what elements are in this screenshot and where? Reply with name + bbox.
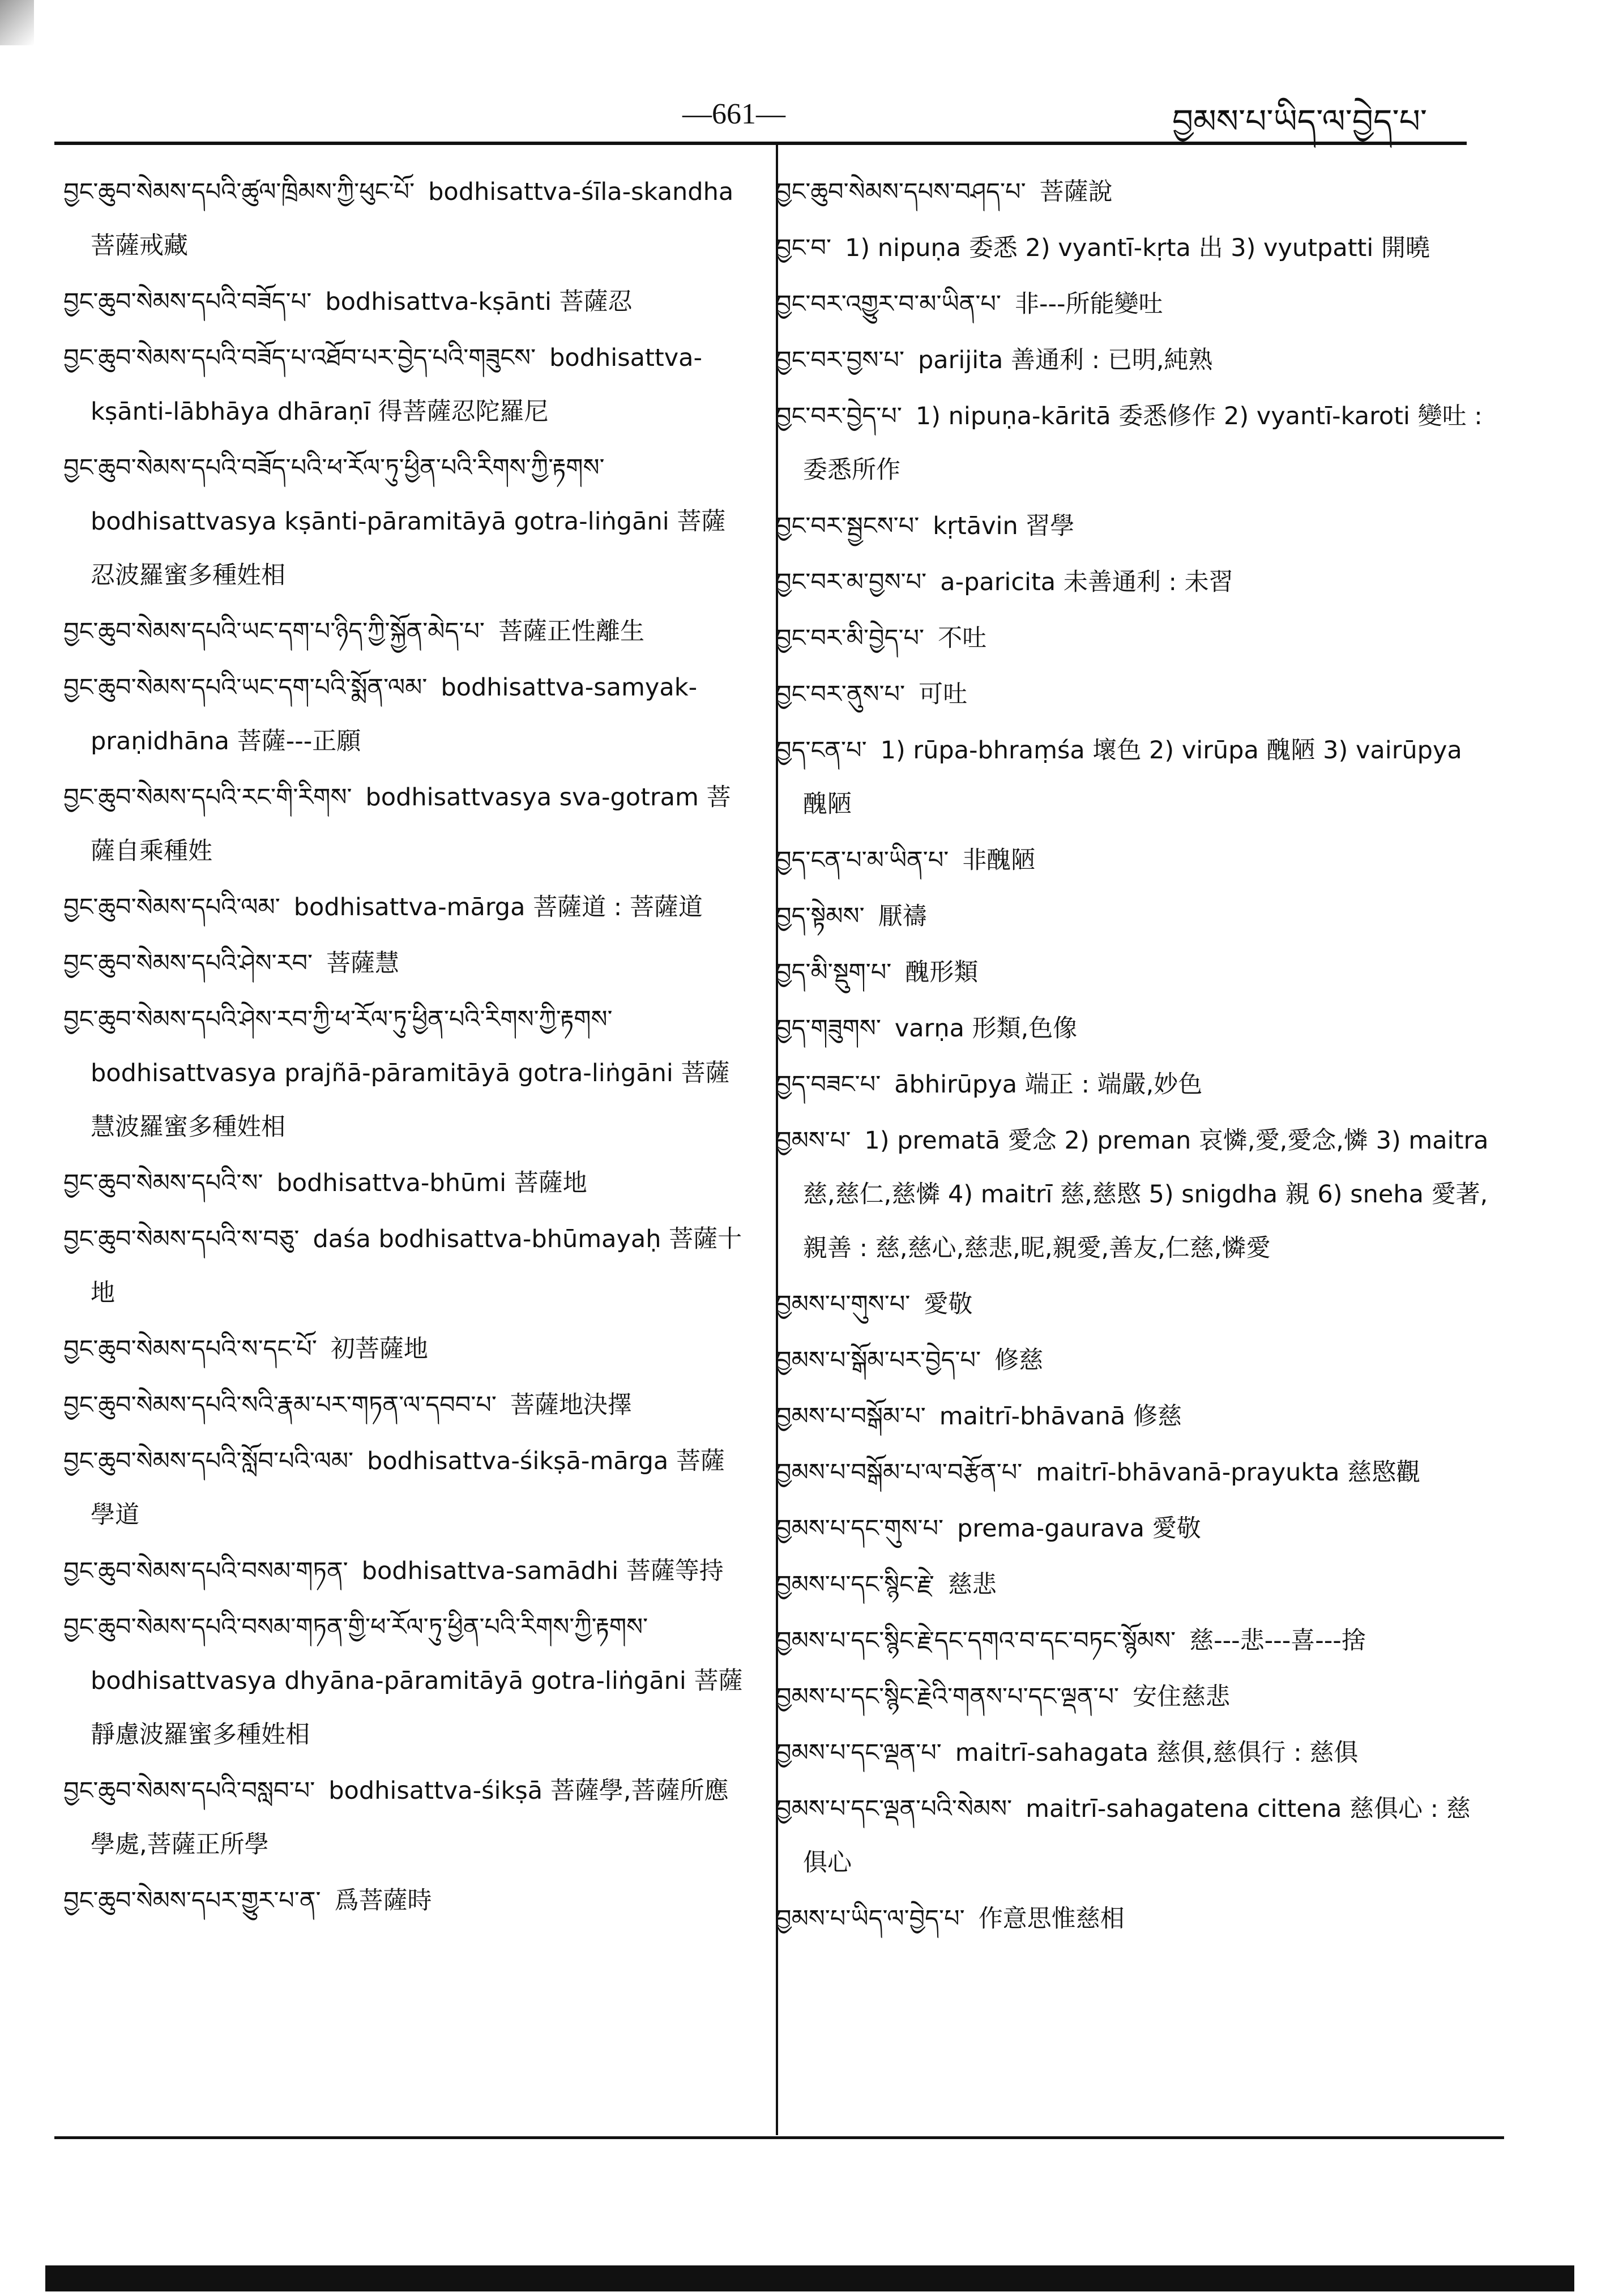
entry-headword: བྱམས་པ་དང་ལྡན་པ་ <box>776 1739 942 1767</box>
dictionary-entry <box>776 1670 1489 1724</box>
dictionary-entry <box>63 771 743 878</box>
entry-headword: བྱང་ཆུབ་སེམས་དཔའི་བཟོད་པ་འཐོབ་པར་བྱེད་པའི་གཟུངས་ <box>63 344 536 372</box>
entry-gloss: prema-gaurava 愛敬 <box>957 1514 1201 1543</box>
dictionary-entry <box>63 937 743 991</box>
dictionary-entry <box>776 612 1489 665</box>
entry-headword: བྱང་ཆུབ་སེམས་དཔའི་སའི་རྣམ་པར་གཏན་ལ་དབབ་པ་ <box>63 1391 497 1419</box>
dictionary-entry <box>776 1782 1489 1890</box>
dictionary-entry <box>63 1322 743 1376</box>
entry-headword: བྱད་བཟང་པ་ <box>776 1070 881 1099</box>
entry-headword: བྱད་སྟེམས་ <box>776 902 865 931</box>
entry-gloss: 菩薩正性離生 <box>498 617 644 646</box>
entry-gloss: 非---所能變吐 <box>1014 290 1163 318</box>
entry-headword: བྱམས་པ་ཡིད་ལ་བྱེད་པ་ <box>776 1905 965 1933</box>
dictionary-entry <box>776 556 1489 609</box>
dictionary-entry <box>776 278 1489 331</box>
entry-headword: བྱང་བར་བྱས་པ་ <box>776 346 904 374</box>
dictionary-entry <box>776 1114 1489 1275</box>
entry-gloss: 不吐 <box>938 624 987 652</box>
entry-gloss: 安住慈悲 <box>1133 1683 1231 1711</box>
entry-headword: བྱམས་པ་བསྒོམ་པ་ལ་བརྩོན་པ་ <box>776 1458 1023 1487</box>
dictionary-entry <box>63 993 743 1154</box>
entry-headword: བྱང་ཆུབ་སེམས་དཔའི་ཤེས་རབ་ཀྱི་ཕ་རོལ་ཏུ་ཕྱིན་པའི་རིགས་ཀྱི་རྟགས་ <box>63 1005 613 1034</box>
scan-bottom-band <box>45 2265 1574 2291</box>
entry-headword: བྱང་བ་ <box>776 234 831 262</box>
entry-gloss: 慈---悲---喜---捨 <box>1189 1627 1366 1655</box>
entry-headword: བྱང་ཆུབ་སེམས་དཔའི་ས་དང་པོ་ <box>63 1335 317 1363</box>
entry-headword: བྱང་ཆུབ་སེམས་དཔའི་བསླབ་པ་ <box>63 1777 315 1805</box>
entry-headword: བྱད་མི་སྡུག་པ་ <box>776 958 892 987</box>
entry-headword: བྱམས་པ་སྒོམ་པར་བྱེད་པ་ <box>776 1346 981 1375</box>
entry-headword: བྱང་ཆུབ་སེམས་དཔར་གྱུར་པ་ན་ <box>63 1887 321 1915</box>
dictionary-entry <box>776 1058 1489 1112</box>
dictionary-entry <box>776 221 1489 275</box>
entry-gloss: bodhisattva-kṣānti-lābhāya dhāraṇī 得菩薩忍陀羅尼 <box>91 344 703 426</box>
entry-gloss: 菩薩慧 <box>326 949 400 978</box>
entry-gloss: bodhisattva-kṣānti 菩薩忍 <box>325 288 633 316</box>
entry-headword: བྱམས་པ་ <box>776 1126 851 1155</box>
entry-gloss: 修慈 <box>994 1346 1044 1375</box>
entry-gloss: bodhisattvasya sva-gotram 菩薩自乘種姓 <box>91 783 731 865</box>
dictionary-entry <box>63 1435 743 1542</box>
entry-headword: བྱམས་པ་བསྒོམ་པ་ <box>776 1402 926 1431</box>
entry-headword: བྱད་ངན་པ་མ་ཡིན་པ་ <box>776 846 949 874</box>
entry-headword: བྱང་བར་སྦྱངས་པ་ <box>776 512 920 540</box>
entry-gloss: 初菩薩地 <box>330 1335 428 1363</box>
entry-headword: བྱམས་པ་དང་སྙིང་རྗེ་ <box>776 1571 934 1599</box>
entry-gloss: 愛敬 <box>924 1290 973 1318</box>
entry-gloss: 厭禱 <box>878 902 927 931</box>
entry-headword: བྱང་བར་འགྱུར་བ་མ་ཡིན་པ་ <box>776 290 1001 318</box>
entry-gloss: varṇa 形類,色像 <box>894 1014 1078 1043</box>
entry-gloss: bodhisattva-śikṣā-mārga 菩薩學道 <box>91 1447 725 1529</box>
dictionary-entry <box>63 1874 743 1928</box>
dictionary-entry <box>63 1213 743 1320</box>
left-column <box>63 165 743 1930</box>
entry-gloss: 爲菩薩時 <box>334 1887 432 1915</box>
entry-gloss: 1) prematā 愛念 2) preman 哀憐,愛,愛念,憐 3) maitra 慈,慈仁,慈憐 4) maitrī 慈,慈愍 5) snigdha 親 6) sneha 愛著,親善 : 慈,慈心,慈悲,昵,親愛,善友,仁慈,憐愛 <box>803 1126 1489 1262</box>
entry-gloss: bodhisattvasya prajñā-pāramitāyā gotra-liṅgāni 菩薩慧波羅蜜多種姓相 <box>91 1059 730 1141</box>
entry-gloss: 慈悲 <box>947 1571 997 1599</box>
entry-headword: བྱང་བར་བྱེད་པ་ <box>776 402 902 430</box>
dictionary-entry <box>776 724 1489 831</box>
entry-gloss: maitrī-sahagata 慈俱,慈俱行 : 慈俱 <box>955 1739 1359 1767</box>
entry-headword: བྱང་ཆུབ་སེམས་དཔའི་བསམ་གཏན་གྱི་ཕ་རོལ་ཏུ་ཕྱིན་པའི་རིགས་ཀྱི་རྟགས་ <box>63 1613 648 1641</box>
entry-headword: བྱང་ཆུབ་སེམས་དཔའི་བཟོད་པ་ <box>63 288 312 316</box>
entry-headword: བྱད་གཟུགས་ <box>776 1014 881 1043</box>
entry-headword: བྱང་ཆུབ་སེམས་དཔས་བཤད་པ་ <box>776 178 1026 206</box>
entry-headword: བྱང་ཆུབ་སེམས་དཔའི་ཡང་དག་པ་ཉིད་ཀྱི་སྐྱོན་མེད་པ་ <box>63 617 485 646</box>
entry-headword: བྱང་བར་ནུས་པ་ <box>776 680 906 709</box>
entry-headword: བྱང་ཆུབ་སེམས་དཔའི་ཡང་དག་པའི་སྨོན་ལམ་ <box>63 673 428 702</box>
entry-gloss: 非醜陋 <box>962 846 1036 874</box>
dictionary-entry <box>776 390 1489 497</box>
footer-rule <box>54 2136 1504 2139</box>
entry-headword: བྱང་ཆུབ་སེམས་དཔའི་རང་གི་རིགས་ <box>63 783 352 812</box>
entry-headword: བྱང་ཆུབ་སེམས་དཔའི་སློབ་པའི་ལམ་ <box>63 1447 354 1475</box>
dictionary-entry <box>63 605 743 659</box>
entry-headword: བྱམས་པ་དང་སྙིང་རྗེ་དང་དགའ་བ་དང་བཏང་སྙོམས་ <box>776 1627 1176 1655</box>
dictionary-entry <box>776 1446 1489 1500</box>
entry-gloss: 1) rūpa-bhraṃśa 壞色 2) virūpa 醜陋 3) vairūpya 醜陋 <box>803 736 1462 818</box>
entry-headword: བྱམས་པ་དང་གུས་པ་ <box>776 1514 944 1543</box>
entry-gloss: 1) nipuṇa 委悉 2) vyantī-kṛta 出 3) vyutpatti 開曉 <box>845 234 1430 262</box>
entry-gloss: 1) nipuṇa-kāritā 委悉修作 2) vyantī-karoti 變吐 : 委悉所作 <box>803 402 1483 484</box>
dictionary-entry <box>776 834 1489 887</box>
dictionary-entry <box>776 1614 1489 1668</box>
entry-gloss: maitrī-sahagatena cittena 慈俱心 : 慈俱心 <box>803 1795 1471 1877</box>
entry-gloss: bodhisattva-mārga 菩薩道 : 菩薩道 <box>293 893 703 921</box>
dictionary-entry <box>63 1379 743 1432</box>
entry-gloss: bodhisattva-samyak-praṇidhāna 菩薩---正願 <box>91 673 698 756</box>
entry-gloss: 菩薩地決擇 <box>510 1391 632 1419</box>
entry-headword: བྱང་ཆུབ་སེམས་དཔའི་ཚུལ་ཁྲིམས་ཀྱི་ཕུང་པོ་ <box>63 178 415 206</box>
page-number: —661— <box>682 98 785 130</box>
entry-gloss: 菩薩說 <box>1039 178 1113 206</box>
entry-gloss: 可吐 <box>919 680 968 709</box>
entry-headword: བྱང་བར་མ་བྱས་པ་ <box>776 568 927 596</box>
header-rule <box>54 142 1467 145</box>
dictionary-entry <box>63 1156 743 1210</box>
dictionary-entry <box>63 1601 743 1762</box>
entry-gloss: bodhisattva-śikṣā 菩薩學,菩薩所應學處,菩薩正所學 <box>91 1777 729 1859</box>
dictionary-entry <box>776 334 1489 387</box>
entry-headword: བྱམས་པ་དང་སྙིང་རྗེའི་གནས་པ་དང་ལྡན་པ་ <box>776 1683 1120 1711</box>
running-head: བྱམས་པ་ཡིད་ལ་བྱེད་པ་ <box>1172 102 1428 140</box>
dictionary-entry <box>776 890 1489 944</box>
dictionary-entry <box>776 1892 1489 1946</box>
dictionary-entry <box>776 668 1489 722</box>
dictionary-entry <box>776 1278 1489 1331</box>
entry-headword: བྱང་ཆུབ་སེམས་དཔའི་ཤེས་རབ་ <box>63 949 313 978</box>
entry-headword: བྱང་ཆུབ་སེམས་དཔའི་ས་ <box>63 1169 263 1197</box>
entry-gloss: bodhisattvasya dhyāna-pāramitāyā gotra-liṅgāni 菩薩靜慮波羅蜜多種姓相 <box>91 1667 743 1749</box>
dictionary-entry <box>63 1764 743 1872</box>
entry-headword: བྱམས་པ་གུས་པ་ <box>776 1290 911 1318</box>
entry-headword: བྱང་ཆུབ་སེམས་དཔའི་བཟོད་པའི་ཕ་རོལ་ཏུ་ཕྱིན་པའི་རིགས་ཀྱི་རྟགས་ <box>63 454 605 482</box>
dictionary-entry <box>63 881 743 934</box>
entry-gloss: parijita 善通利 : 已明,純熟 <box>918 346 1213 374</box>
entry-gloss: bodhisattva-bhūmi 菩薩地 <box>276 1169 587 1197</box>
dictionary-entry <box>776 1002 1489 1056</box>
entry-headword: བྱང་ཆུབ་སེམས་དཔའི་ལམ་ <box>63 893 280 921</box>
right-column <box>776 165 1489 1948</box>
entry-gloss: bodhisattvasya kṣānti-pāramitāyā gotra-liṅgāni 菩薩忍波羅蜜多種姓相 <box>91 507 726 590</box>
entry-headword: བྱང་ཆུབ་སེམས་དཔའི་ས་བཅུ་ <box>63 1225 300 1253</box>
dictionary-entry <box>776 946 1489 1000</box>
dictionary-entry <box>776 1558 1489 1612</box>
dictionary-entry <box>776 1726 1489 1780</box>
entry-headword: བྱད་ངན་པ་ <box>776 736 867 765</box>
entry-headword: བྱང་བར་མི་བྱེད་པ་ <box>776 624 925 652</box>
entry-gloss: a-paricita 未善通利 : 未習 <box>940 568 1233 596</box>
scan-corner-mark <box>0 0 34 45</box>
dictionary-entry <box>776 1502 1489 1556</box>
entry-gloss: bodhisattva-samādhi 菩薩等持 <box>361 1557 724 1585</box>
entry-gloss: 醜形類 <box>905 958 979 987</box>
entry-gloss: 作意思惟慈相 <box>978 1905 1125 1933</box>
dictionary-entry <box>776 1334 1489 1388</box>
entry-gloss: maitrī-bhāvanā 修慈 <box>939 1402 1182 1431</box>
dictionary-entry <box>63 661 743 769</box>
dictionary-entry <box>63 1544 743 1598</box>
dictionary-entry <box>63 275 743 329</box>
entry-gloss: kṛtāvin 習學 <box>933 512 1075 540</box>
dictionary-entry <box>776 500 1489 553</box>
entry-gloss: bodhisattva-śīla-skandha 菩薩戒藏 <box>91 178 734 260</box>
dictionary-entry <box>63 165 743 273</box>
dictionary-entry <box>776 165 1489 219</box>
entry-headword: བྱང་ཆུབ་སེམས་དཔའི་བསམ་གཏན་ <box>63 1557 348 1585</box>
dictionary-entry <box>63 331 743 439</box>
entry-gloss: maitrī-bhāvanā-prayukta 慈愍觀 <box>1036 1458 1421 1487</box>
entry-gloss: daśa bodhisattva-bhūmayaḥ 菩薩十地 <box>91 1225 742 1307</box>
dictionary-entry <box>776 1390 1489 1444</box>
entry-gloss: ābhirūpya 端正 : 端嚴,妙色 <box>894 1070 1203 1099</box>
dictionary-entry <box>63 441 743 603</box>
entry-headword: བྱམས་པ་དང་ལྡན་པའི་སེམས་ <box>776 1795 1013 1823</box>
